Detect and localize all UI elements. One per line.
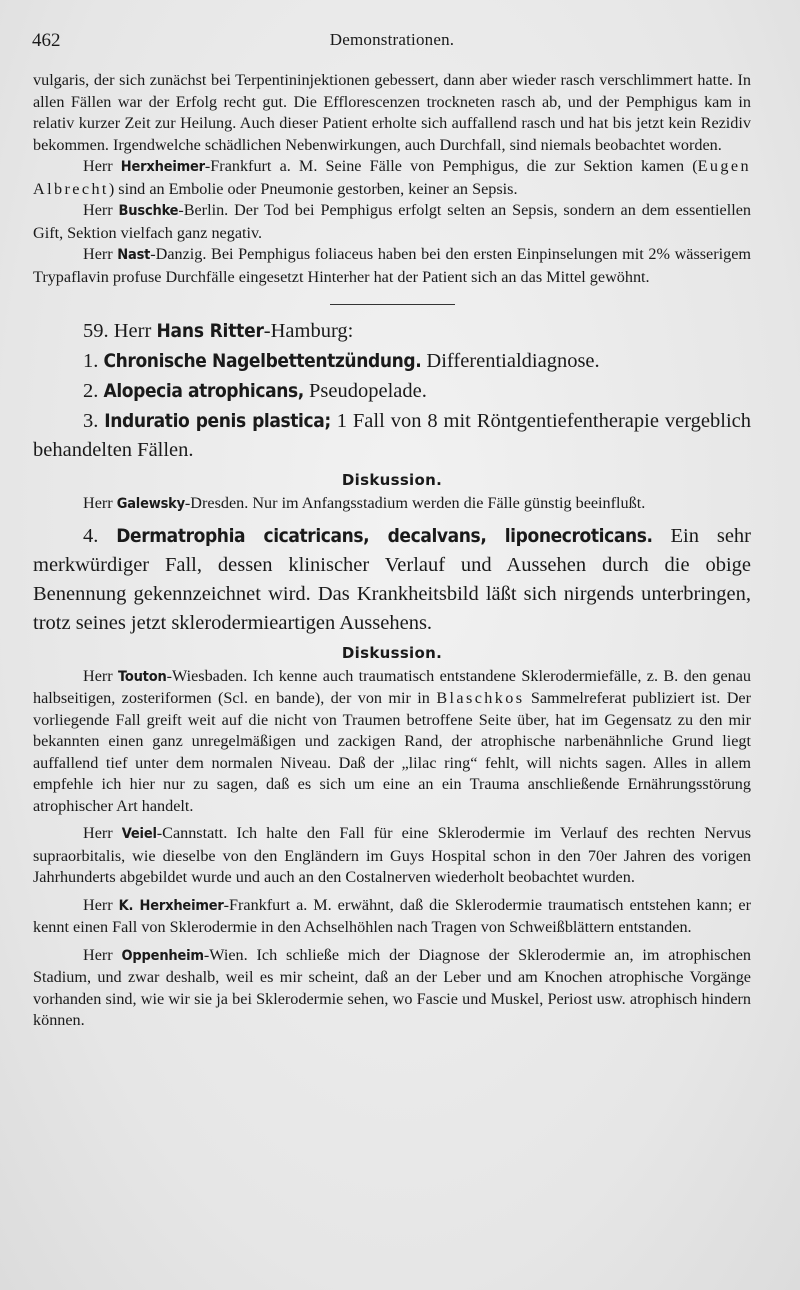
case-item-3 [33,407,751,465]
item-number: 2. [83,380,104,402]
paragraph-text: -Frankfurt a. M. erwähnt, daß die Sklerodermie traumatisch entstehen kann; er kennt einen Fall von Sklerodermie in den Achselhöhlen nach Tragen von Schweißblättern entstanden. [33,895,752,936]
paragraph-text: -Wiesbaden. Ich kenne auch traumatisch entstandene Sklerodermiefälle, z. B. den genau halbseitigen, zosteriformen (Scl. en bande), der von mir in [33,666,752,707]
case-item-2 [33,377,751,406]
speaker-name: Oppenheim [121,947,204,964]
section-title [33,317,751,346]
paragraph-text: -Berlin. Der Tod bei Pemphigus erfolgt selten an Sepsis, sondern an dem essentiellen Gift, Sektion vielfach ganz negativ. [33,201,751,242]
herr-label: Herr [83,494,117,512]
case-text: Pseudopelade. [303,380,427,402]
case-heading: Dermatrophia cicatricans, decalvans, liponecroticans. [116,524,653,547]
speaker-name: Galewsky [116,496,185,512]
case-heading: Chronische Nagelbettentzündung. [103,350,422,372]
paragraph-nast [33,244,751,288]
herr-label: Herr [83,201,119,219]
running-head: Demonstrationen. [329,30,455,49]
paragraph-text: -Dresden. Nur im Anfangsstadium werden die Fälle günstig beeinflußt. [184,494,646,512]
herr-label: Herr [83,245,118,263]
cited-name: Eugen Albrecht [33,157,751,198]
page-number: 462 [32,30,61,51]
paragraph-veiel [33,823,751,889]
paragraph-text: -Wien. Ich schließe mich der Diagnose der Sklerodermie an, im atrophischen Stadium, und zwar deshalb, weil es mir scheint, daß an der Leber und am Knochen atrophische Vorgänge vorhanden sind, wie wir sie ja bei Sklerodermie sehen, wo Fascie und Muskel, Periost usw. atrophisch hindern können. [33,945,751,1029]
item-number: 4. [83,524,117,547]
speaker-name: Nast [117,247,151,263]
case-heading: Induratio penis plastica; [104,410,331,432]
speaker-city: -Hamburg: [263,320,354,342]
page-body [33,70,751,1032]
paragraph-text: ) sind an Embolie oder Pneumonie gestorben, keiner an Sepsis. [108,179,518,198]
speaker-name: Touton [118,668,167,685]
speaker-name: Veiel [121,826,157,842]
paragraph-galewsky [33,493,751,516]
cited-name: Blaschkos [436,689,525,707]
case-item-1 [33,347,751,376]
paragraph-continuation: vulgaris, der sich zunächst bei Terpentininjektionen gebessert, dann aber wieder rasch verschlimmert hatte. In allen Fällen war der Erfolg recht gut. Die Efflorescenzen trockneten rasch ab, und der Pemphigus kam in relativ kurzer Zeit zur Heilung. Auch dieser Patient erholte sich auffallend rasch und hat bis jetzt kein Rezidiv bekommen. Irgendwelche schädlichen Nebenwirkungen, auch Durchfall, sind niemals beobachtet worden. [33,71,751,154]
paragraph-text: Sammelreferat publiziert ist. Der vorliegende Fall greift weit auf die nicht von Traumen betroffene Seite über, hat im Gegensatz zu den mir bekannten einen ganz unregelmäßigen und zackigen Rand, der atrophische narbenähnliche Grund liegt auffallend tief unter dem normalen Niveau. Daß der „lilac ring“ fehlt, will nichts sagen. Alles in allem empfehle ich hier nur zu sagen, daß es sich um eine an ein Trauma anschließende Ernährungsstörung atrophischer Art handelt. [33,689,751,815]
paragraph-herxheimer [33,156,751,200]
paragraph-oppenheim [33,945,751,1032]
speaker-name: Hans Ritter [156,320,264,342]
herr-label: Herr [83,895,119,914]
section-number: 59. Herr [83,320,157,342]
discussion-heading: Diskussion. [341,471,443,489]
case-text: Differentialdiagnose. [421,350,600,372]
paragraph-text: -Danzig. Bei Pemphigus foliaceus haben bei den ersten Einpinselungen mit 2% wässerigem Trypaflavin profuse Durchfälle eingesetzt Hinterher hat der Patient sich an das Mittel gewöhnt. [33,245,751,286]
speaker-name: Buschke [118,203,179,219]
case-text: 1 Fall von 8 mit Röntgentiefentherapie vergeblich behandelten Fällen. [33,410,751,461]
herr-label: Herr [83,945,122,964]
paragraph-k-herxheimer [33,895,751,939]
item-number: 1. [83,350,104,372]
herr-label: Herr [83,666,119,685]
paragraph-text: -Cannstatt. Ich halte den Fall für eine Sklerodermie im Verlauf des rechten Nervus supraorbitalis, wie dieselbe von den Engländern im Guys Hospital schon in den 70er Jahren des vorigen Jahrhunderts abgebildet wurde und auch an den Costalnerven wiederholt beobachtet wurden. [33,824,752,886]
speaker-name: K. Herxheimer [118,897,224,914]
discussion-heading: Diskussion. [341,643,443,662]
case-text: Ein sehr merkwürdiger Fall, dessen klinischer Verlauf und Aussehen durch die obige Benennung gekennzeichnet wird. Das Krankheitsbild läßt sich nirgends unterbringen, trotz seines jetzt sklerodermieartigen Aussehens. [33,524,752,634]
paragraph-buschke [33,200,751,244]
section-59 [33,317,751,465]
page-header [32,30,752,54]
section-divider [330,304,455,305]
case-item-4 [33,522,751,638]
herr-label: Herr [83,157,121,175]
case-heading: Alopecia atrophicans, [103,380,304,402]
item-number: 3. [83,410,105,432]
paragraph-touton [33,666,751,818]
paragraph-text: -Frankfurt a. M. Seine Fälle von Pemphigus, die zur Sektion kamen ( [204,157,698,175]
herr-label: Herr [83,824,122,842]
speaker-name: Herxheimer [120,159,205,175]
